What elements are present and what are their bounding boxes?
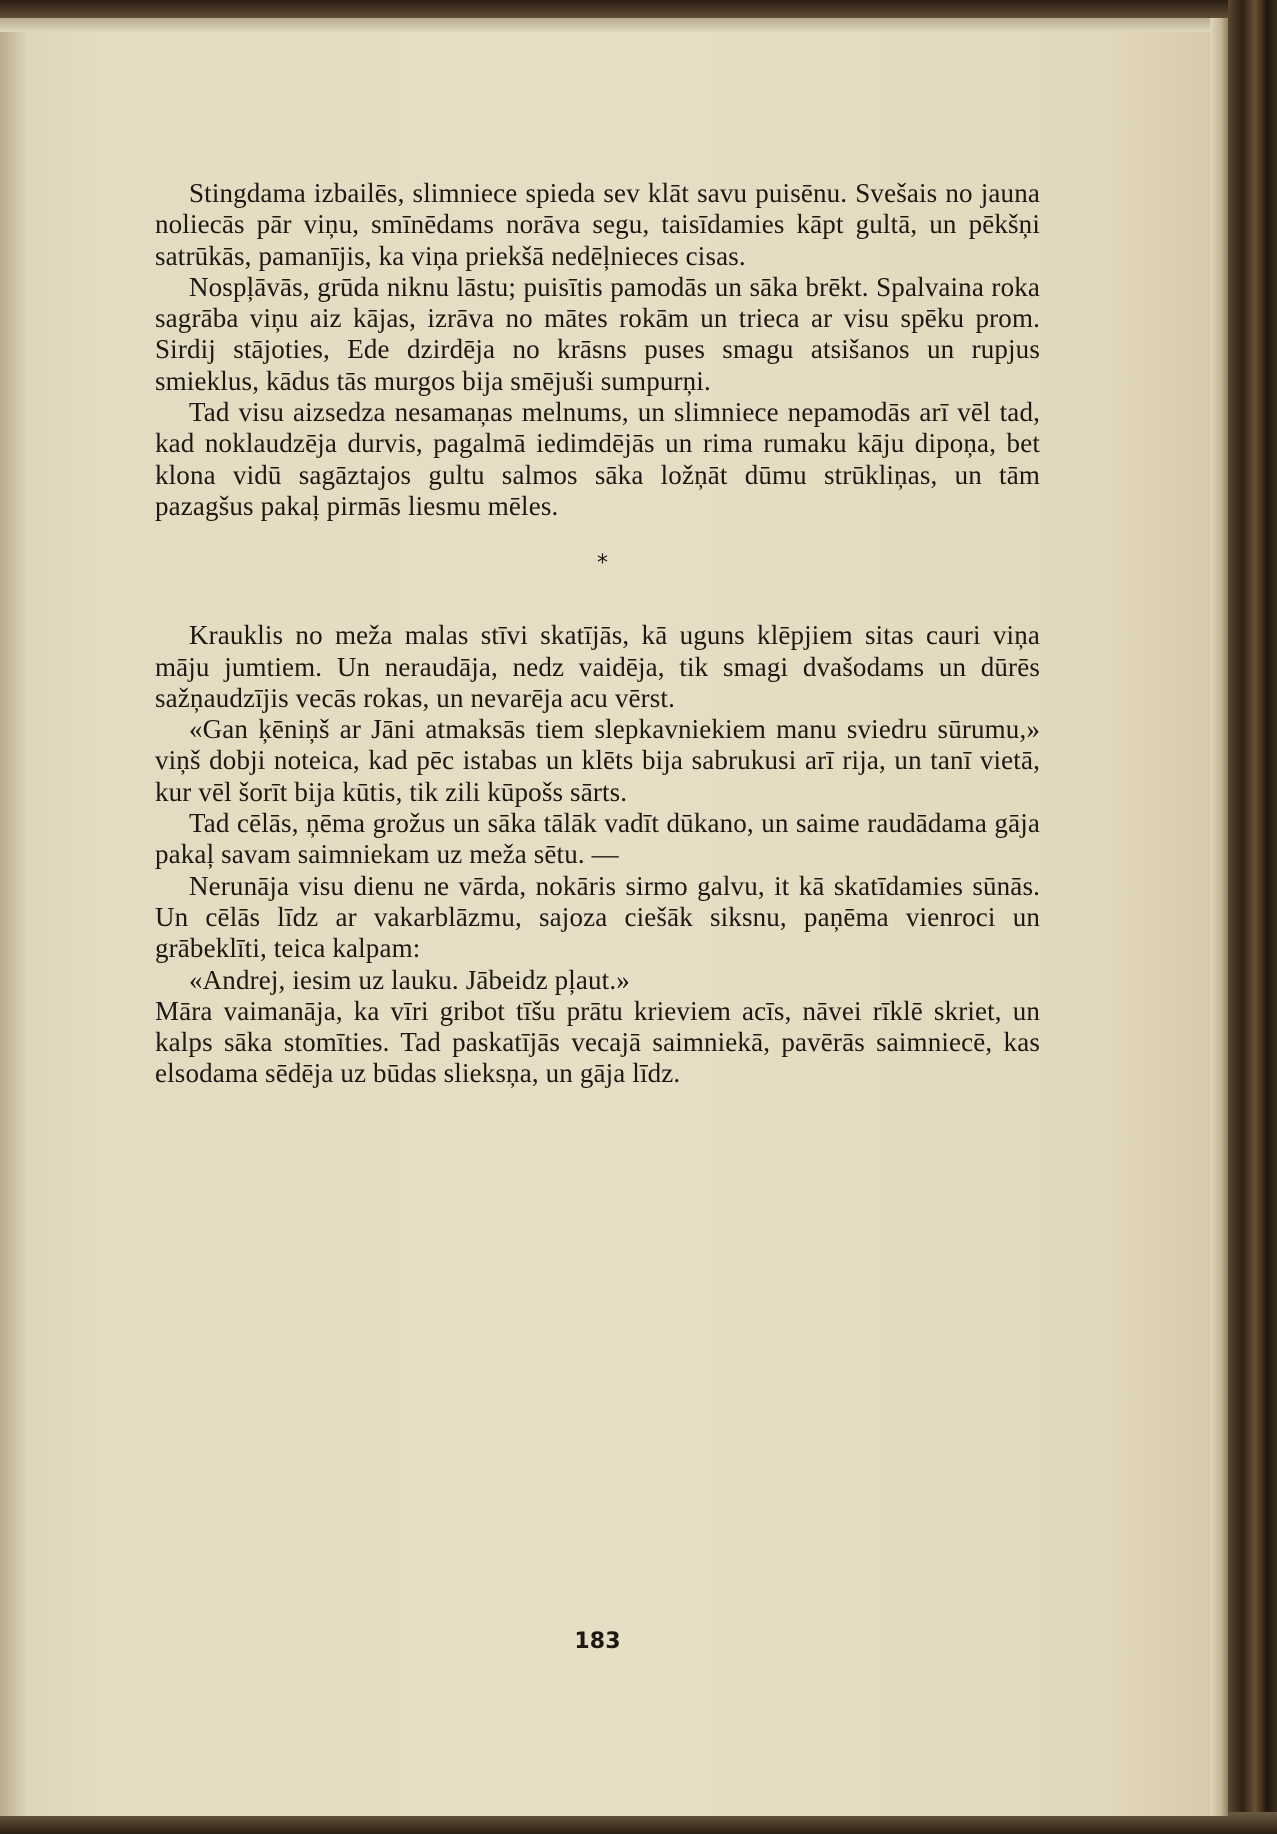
page-number: 183 [574, 1629, 621, 1654]
book-page [0, 18, 1228, 1816]
page-right-edge [1210, 18, 1228, 1816]
paragraph: Nerunāja visu dienu ne vārda, nokāris sirmo galvu, it kā skatīdamies sūnās. Un cēlās līdz ar vakarblāzmu, sajoza ciešāk siksnu, paņēma vienroci un grābeklīti, teica kalpam: [155, 870, 1040, 964]
paragraph: Nospļāvās, grūda niknu lāstu; puisītis pamodās un sāka brēkt. Spalvaina roka sagrāba viņu aiz kājas, izrāva no mātes rokām un trieca ar visu spēku prom. Sirdij stājoties, Ede dzirdēja no krāsns puses smagu atsišanos un rupjus smieklus, kādus tās murgos bija smējuši sumpurņi. [155, 271, 1040, 396]
paragraph: Tad visu aizsedza nesamaņas melnums, un slimniece nepamodās arī vēl tad, kad noklaudzēja durvis, pagalmā iedimdējās un rima rumaku kāju dipoņa, bet klona vidū sagāztajos gultu salmos sāka ložņāt dūmu strūkliņas, un tām pazagšus pakaļ pirmās liesmu mēles. [155, 397, 1040, 521]
section-separator-asterisk: * [597, 551, 609, 577]
paragraph: «Gan ķēniņš ar Jāni atmaksās tiem slepkavniekiem manu sviedru sūrumu,» viņš dobji noteica, kad pēc istabas un klēts bija sabrukusi arī rija, un tanī vietā, kur vēl šorīt bija kūtis, tik zili kūpošs sārts. [155, 714, 1040, 807]
page-top-shadow [0, 18, 1228, 32]
paragraph: Tad cēlās, ņēma grožus un sāka tālāk vadīt dūkano, un saime raudādama gāja pakaļ savam saimniekam uz meža sētu. — [155, 808, 1040, 870]
book-spine [1228, 0, 1277, 1834]
section-break [155, 522, 1040, 620]
paragraph: «Andrej, iesim uz lauku. Jābeidz pļaut.» [189, 964, 630, 995]
paragraph: Māra vaimanāja, ka vīri gribot tīšu prātu krieviem acīs, nāvei rīklē skriet, un kalps sāka stomīties. Tad paskatījās vecajā saimniekā, pavērās saimniecē, kas elsodama sēdēja uz būdas slieksņa, un gāja līdz. [155, 995, 1040, 1089]
page-text [155, 178, 1040, 1654]
paragraph: Stingdama izbailēs, slimniece spieda sev klāt savu puisēnu. Svešais no jauna noliecās pār viņu, smīnēdams norāva segu, taisīdamies kāpt gultā, un pēkšņi satrūkās, pamanījis, ka viņa priekšā nedēļnieces cisas. [155, 178, 1040, 271]
paragraph: Krauklis no meža malas stīvi skatījās, kā uguns klēpjiem sitas cauri viņa māju jumtiem. Un neraudāja, nedz vaidēja, tik smagi dvašodams un dūrēs sažņaudzījis vecās rokas, un nevarēja acu vērst. [155, 620, 1040, 713]
page-gutter [0, 18, 26, 1816]
